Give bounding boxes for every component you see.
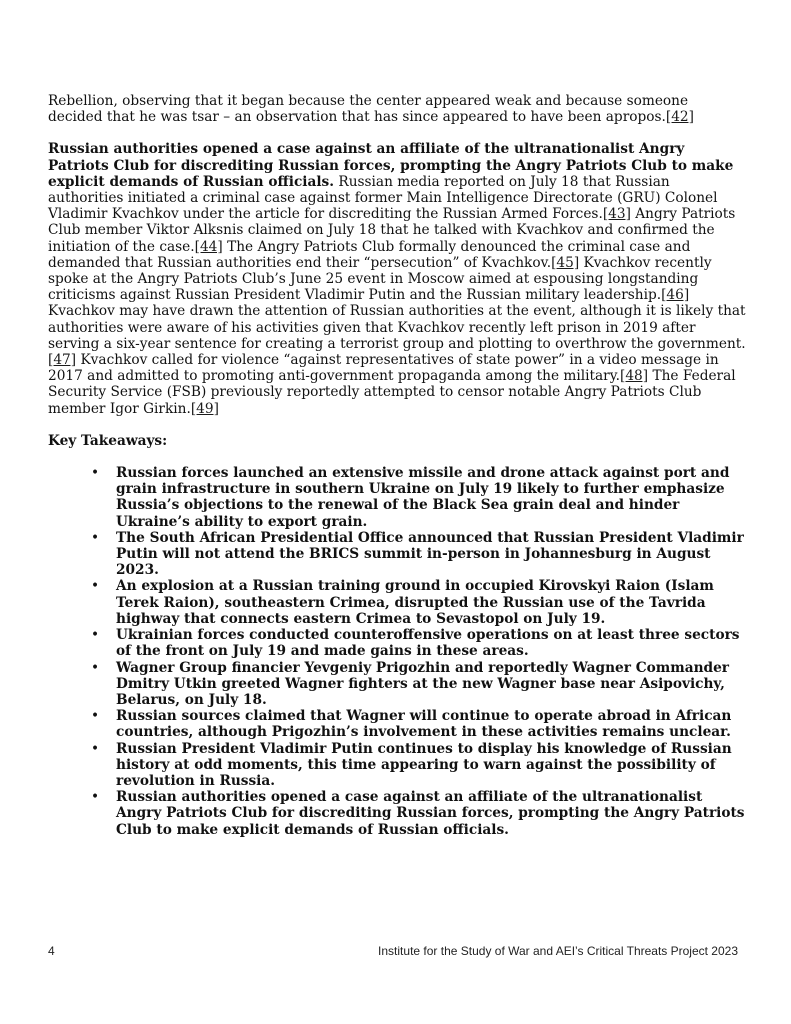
paragraph-sentence: The Federal Security Service (FSB) previously reportedly attempted to censor notable Angry Patriots Club member Igor Girkin. xyxy=(48,368,736,417)
intro-text: Rebellion, observing that it began because the center appeared weak and because someone decided that he was tsar – an observation that has since appeared to have been apropos. xyxy=(48,93,689,126)
list-item: • Ukrainian forces conducted counteroffensive operations on at least three sectors of the front on July 19 and made gains in these areas. xyxy=(116,627,746,659)
paragraph-sentence: Kvachkov called for violence “against representatives of state power” in a video message in 2017 and admitted to promoting anti-government propaganda among the military. xyxy=(48,352,719,385)
list-item: • Russian President Vladimir Putin continues to display his knowledge of Russian history at odd moments, this time appearing to warn against the possibility of revolution in Russia. xyxy=(116,741,746,790)
intro-paragraph xyxy=(48,93,746,125)
list-item: • Russian forces launched an extensive missile and drone attack against port and grain infrastructure in southern Ukraine on July 19 likely to further emphasize Russia’s objections to the renewal of the Black Sea grain deal and hinder Ukraine’s ability to export grain. xyxy=(116,465,746,530)
page-number: 4 xyxy=(48,944,55,958)
list-item: • The South African Presidential Office announced that Russian President Vladimir Putin will not attend the BRICS summit in-person in Johannesburg in August 2023. xyxy=(116,530,746,579)
paragraph-sentence: Kvachkov may have drawn the attention of Russian authorities at the event, although it is likely that authorities were aware of his activities given that Kvachkov recently left prison in 2019 after serving a six-year sentence for creating a terrorist group and plotting to overthrow the government. xyxy=(48,303,746,352)
paragraph-sentence: Angry Patriots Club member Viktor Alksnis claimed on July 18 that he talked with Kvachkov and confirmed the initiation of the case. xyxy=(48,206,736,255)
footnote-link-49[interactable]: [49] xyxy=(190,400,219,417)
page-footer xyxy=(48,944,738,962)
footnote-link-44[interactable]: [44] xyxy=(194,238,223,255)
list-item: • Wagner Group financier Yevgeniy Prigozhin and reportedly Wagner Commander Dmitry Utkin greeted Wagner fighters at the new Wagner base near Asipovichy, Belarus, on July 18. xyxy=(116,660,746,709)
footnote-link-45[interactable]: [45] xyxy=(551,254,580,271)
list-item: • Russian authorities opened a case against an affiliate of the ultranationalist Angry Patriots Club for discrediting Russian forces, prompting the Angry Patriots Club to make explicit demands of Russian officials. xyxy=(116,789,746,838)
kvachkov-paragraph xyxy=(48,141,746,416)
paragraph-sentence: Russian media reported on July 18 that Russian authorities initiated a criminal case against former Main Intelligence Directorate (GRU) Colonel Vladimir Kvachkov under the article for discrediting the Russian Armed Forces. xyxy=(48,173,718,223)
footnote-link-43[interactable]: [43] xyxy=(602,206,631,223)
paragraph-sentence: Kvachkov recently spoke at the Angry Patriots Club’s June 25 event in Moscow aimed at espousing longstanding criticisms against Russian President Vladimir Putin and the Russian military leadership. xyxy=(48,254,712,304)
paragraph-lead: Russian authorities opened a case against an affiliate of the ultranationalist Angry Patriots Club for discrediting Russian forces, prompting the Angry Patriots Club to make explicit demands of Russian officials. xyxy=(48,141,734,190)
key-takeaways-heading: Key Takeaways: xyxy=(48,432,168,449)
footer-organization: Institute for the Study of War and AEI’s Critical Threats Project 2023 xyxy=(378,944,738,958)
paragraph-sentence: The Angry Patriots Club formally denounced the criminal case and demanded that Russian authorities end their “persecution” of Kvachkov. xyxy=(48,238,691,271)
footnote-link-47[interactable]: [47] xyxy=(48,352,77,369)
footnote-link-46[interactable]: [46] xyxy=(661,287,690,304)
footnote-link-42[interactable]: [42] xyxy=(665,109,694,126)
list-item: • Russian sources claimed that Wagner will continue to operate abroad in African countries, although Prigozhin’s involvement in these activities remains unclear. xyxy=(116,708,746,740)
key-takeaways-list xyxy=(48,465,746,838)
list-item: • An explosion at a Russian training ground in occupied Kirovskyi Raion (Islam Terek Raion), southeastern Crimea, disrupted the Russian use of the Tavrida highway that connects eastern Crimea to Sevastopol on July 19. xyxy=(116,578,746,627)
footnote-link-48[interactable]: [48] xyxy=(619,368,649,385)
document-page xyxy=(48,93,746,838)
